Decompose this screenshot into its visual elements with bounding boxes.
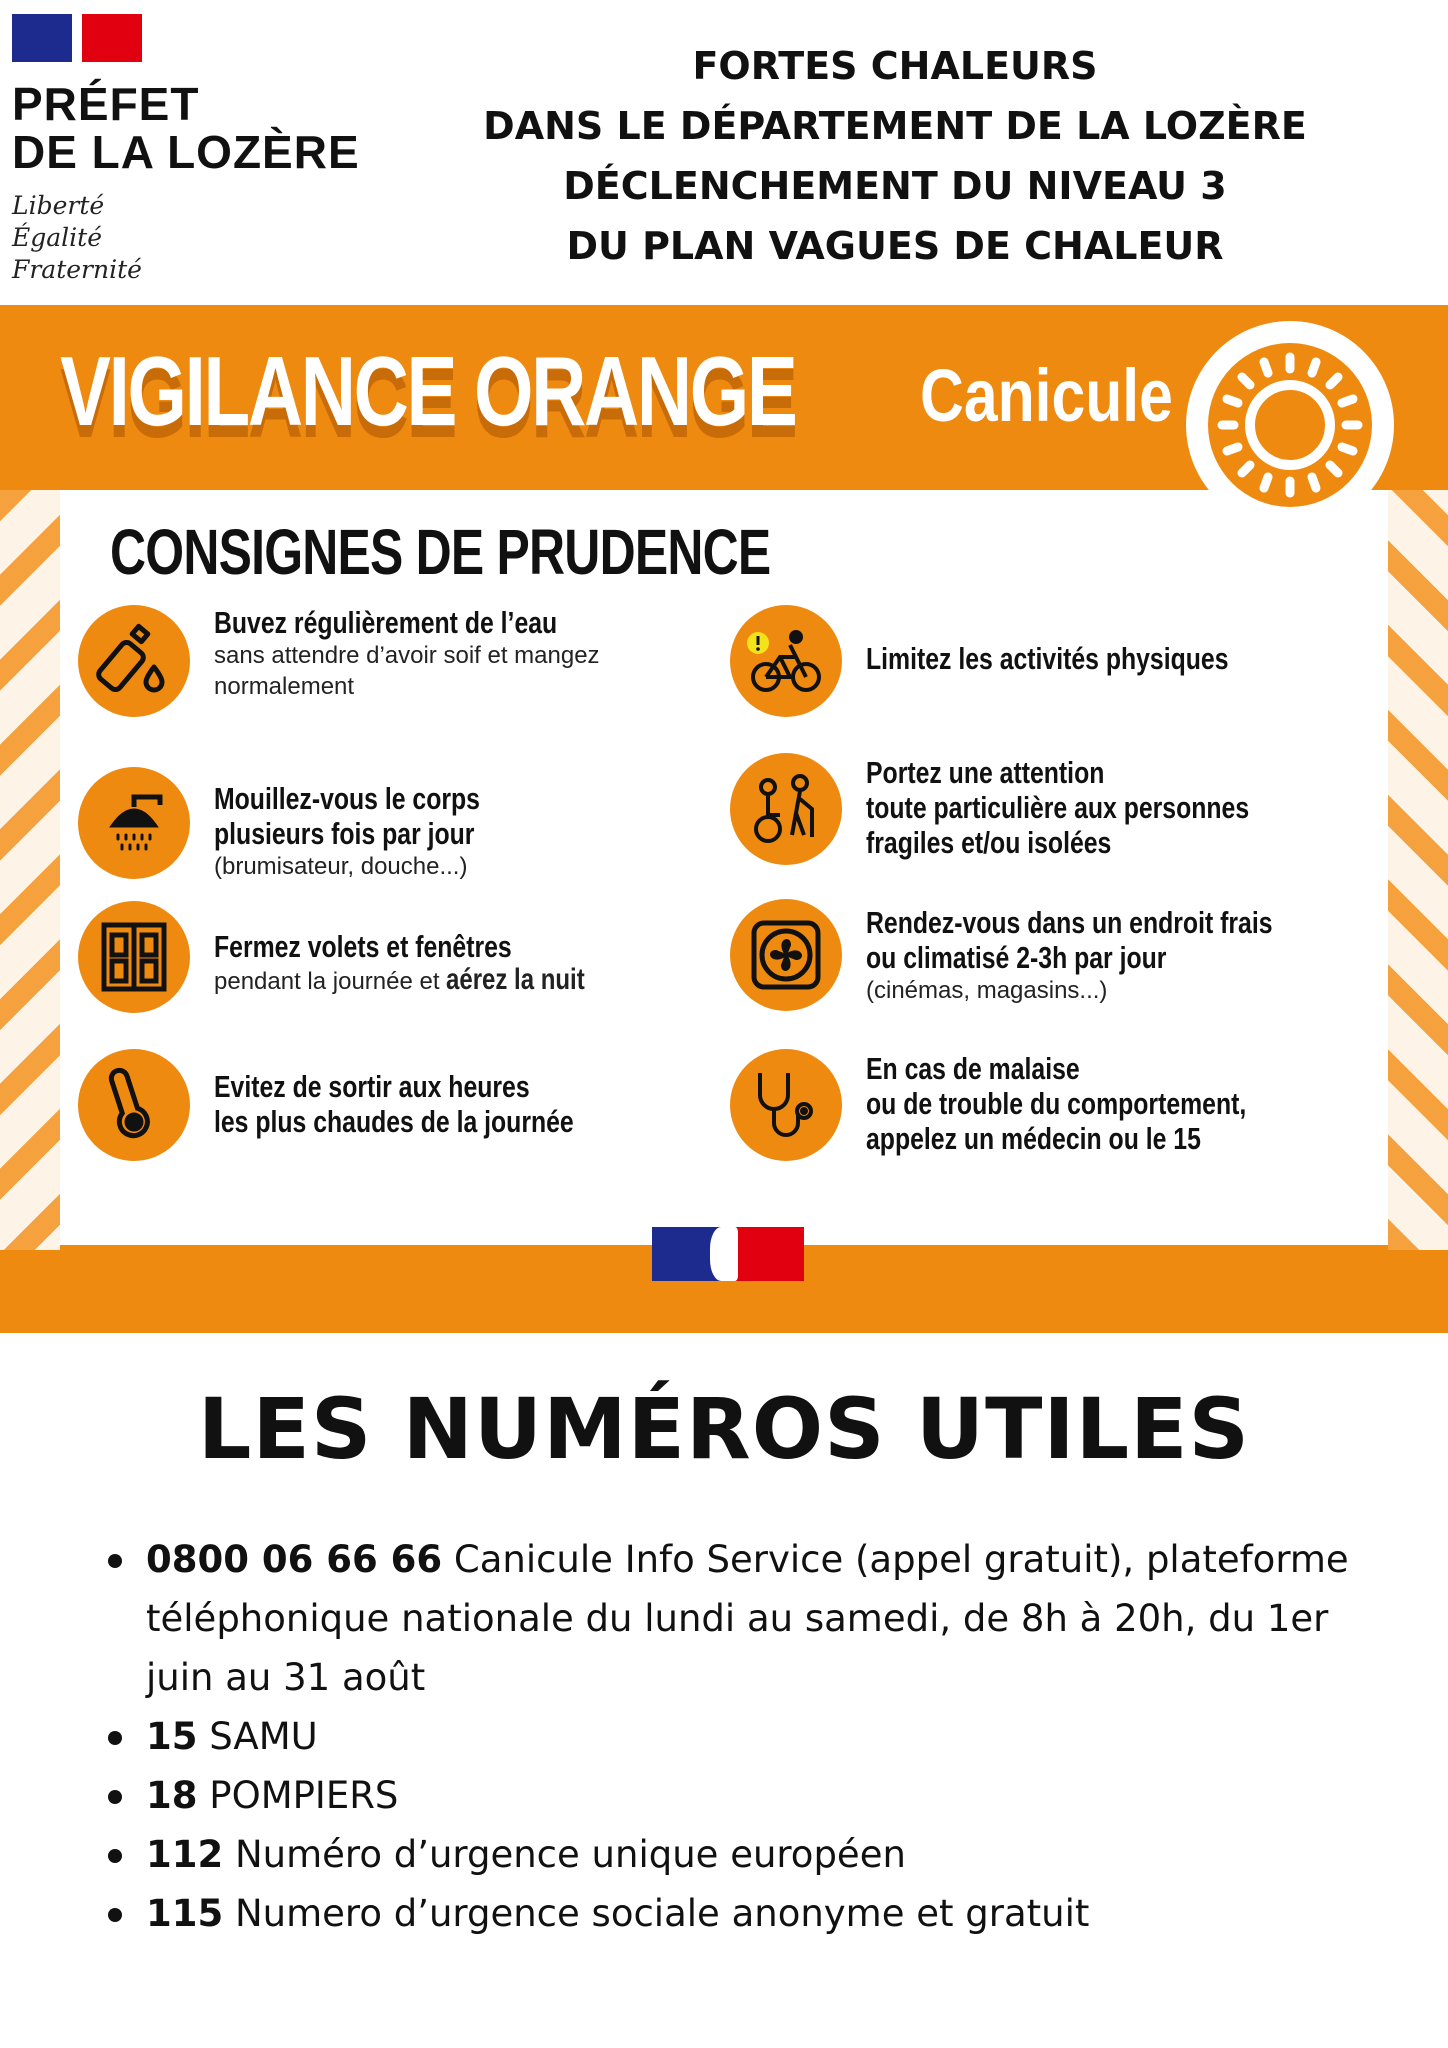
marianne-bottom-flag-icon (652, 1227, 804, 1281)
prefecture-logo (12, 14, 372, 286)
list-item: 15 SAMU (100, 1707, 1380, 1766)
window-icon (78, 901, 190, 1013)
consignes-title: CONSIGNES DE PRUDENCE (110, 516, 771, 588)
list-item: 18 POMPIERS (100, 1766, 1380, 1825)
water-bottle-icon (78, 605, 190, 717)
useful-numbers-list (100, 1530, 1380, 1943)
useful-numbers-title: LES NUMÉROS UTILES (197, 1380, 1251, 1478)
canicule-label: Canicule (920, 354, 1173, 437)
thermometer-icon (78, 1049, 190, 1161)
left-stripes (0, 490, 60, 1250)
cyclist-warning-icon (730, 605, 842, 717)
right-stripes (1388, 490, 1448, 1250)
elderly-people-icon (730, 753, 842, 865)
page-title: FORTES CHALEURS DANS LE DÉPARTEMENT DE LA LOZÈRE DÉCLENCHEMENT DU NIVEAU 3 DU PLAN VAGUES DE CHALEUR (483, 44, 1307, 268)
stethoscope-icon (730, 1049, 842, 1161)
list-item: 0800 06 66 66 Canicule Info Service (appel gratuit), plateforme téléphonique nationale du lundi au samedi, de 8h à 20h, du 1er juin au 31 août (100, 1530, 1380, 1707)
sun-icon (1182, 317, 1398, 533)
list-item: 115 Numero d’urgence sociale anonyme et gratuit (100, 1884, 1380, 1943)
marianne-flag-icon (12, 14, 142, 62)
shower-icon (78, 767, 190, 879)
vigilance-orange-heading: VIGILANCE ORANGE (60, 336, 796, 446)
vigilance-infographic: VIGILANCE ORANGE Canicule CONSIGNES DE PRUDENCE Buvez régulièrement de l’eau sans attendre d’avoir soif et mangez normalement Limitez les activités physiques Mouillez-vous le corps plusieurs fois par jour (brumisateur, douche...) Portez une attention toute particulière aux personnes fragiles et/ou isolées Fermez volets et fenêtres pendant la journée et aérez la nuit Rendez-vous dans un endroit frais ou climatisé 2-3h par jour (cinémas, magasins...) Evitez de sortir aux heures les plus chaudes de la journée En cas de malaise ou de trouble du comportement, appelez un médecin ou le 15 (0, 305, 1448, 1333)
fan-icon (730, 899, 842, 1011)
prefecture-name: PRÉFET DE LA LOZÈRE (12, 78, 360, 178)
list-item: 112 Numéro d’urgence unique européen (100, 1825, 1380, 1884)
republic-motto: Liberté Égalité Fraternité (12, 191, 142, 284)
